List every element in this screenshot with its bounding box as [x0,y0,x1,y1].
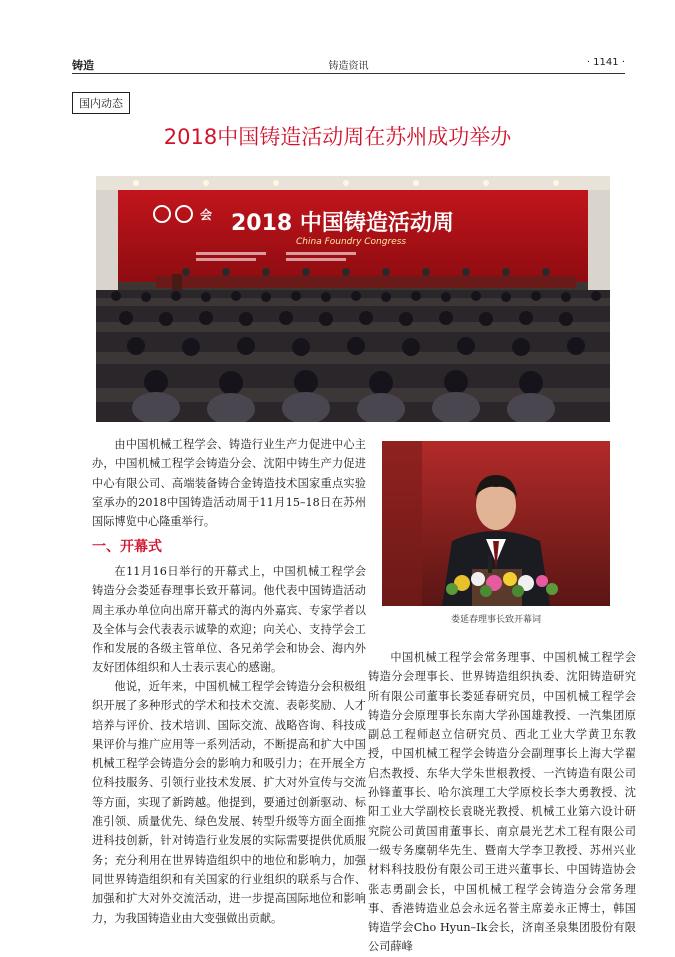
page-number: · 1141 · [586,57,625,68]
article-title: 2018中国铸造活动周在苏州成功举办 [163,125,512,149]
running-header [72,55,625,74]
intro-paragraph: 由中国机械工程学会、铸造行业生产力促进中心主办，中国机械工程学会铸造分会、沈阳中铸生产力促进中心有限公司、高端装备铸合金铸造技术国家重点实验室承办的2018中国铸造活动周于11月15–18日在苏州国际博览中心隆重举行。 [92,438,366,529]
attendees-paragraph: 中国机械工程学会常务理事、中国机械工程学会铸造分会理事长、世界铸造组织执委、沈阳铸造研究所有限公司董事长娄延春研究员，中国机械工程学会铸造分会原理事长东南大学孙国雄教授、一汽集团原副总工程师赵立信研究员、西北工业大学黄卫东教授，中国机械工程学会铸造分会副理事长上海大学翟启杰教授、东华大学朱世根教授、一汽铸造有限公司孙锋董事长、哈尔滨理工大学原校长李大勇教授、沈阳工业大学副校长袁晓光教授、机械工业第六设计研究院公司黄国甫董事长、南京晨光艺术工程有限公司一级专务糜朝华先生、暨南大学李卫教授、苏州兴业材料科技股份有限公司王进兴董事长、中国铸造协会张志勇副会长，中国机械工程学会铸造分会常务理事、香港铸造业总会永远名誉主席姜永正博士，韩国铸造学会Cho Hyun–Ik会长，济南圣泉集团股份有限公司薛峰 [368,651,636,954]
journal-name: 铸造 [72,59,94,72]
speaker-photo [382,441,610,606]
speaker-photo-caption: 娄延春理事长致开幕词 [450,615,541,625]
banner-subtitle: China Foundry Congress [296,237,407,247]
svg-text:会: 会 [200,208,213,222]
speaker-photo-graphic [382,441,610,606]
opening-paragraph-1: 在11月16日举行的开幕式上，中国机械工程学会铸造分会娄延春理事长致开幕词。他代表中国铸造活动周主承办单位向出席开幕式的海内外嘉宾、专家学者以及全体与会代表表示诚挚的欢迎；向关心、支持学会工作和发展的各级主管单位、各兄弟学会和协会、海内外友好团体组织和人士表示衷心的感谢。 [92,565,366,675]
section-tag: 国内动态 [72,92,130,114]
section-name: 铸造资讯 [328,61,369,72]
conference-photo [96,176,610,422]
banner-title: 2018 中国铸造活动周 [231,211,454,236]
heading-opening-ceremony: 一、开幕式 [92,539,162,555]
opening-paragraph-2: 他说，近年来，中国机械工程学会铸造分会积极组织开展了多种形式的学术和技术交流、表彰奖励、人才培养与评价、技术培训、国际交流、战略咨询、科技成果评价与推广应用等一系列活动，不断提高和扩大中国机械工程学会铸造分会的影响力和吸引力；在开展全方位科技服务、引领行业技术发展、扩大对外宣传与交流等方面，实现了新跨越。他提到，要通过创新驱动、标准引领、质量优先、绿色发展、转型升级等方面全面推进科技创新，针对铸造行业发展的实际需要提供优质服务；充分利用在世界铸造组织中的地位和影响力，加强同世界铸造组织和有关国家的行业组织的联系与合作、加强和扩大对外交流活动，进一步提高国际地位和影响力，为我国铸造业由大变强做出贡献。 [92,680,366,925]
conference-photo-graphic [96,176,610,422]
